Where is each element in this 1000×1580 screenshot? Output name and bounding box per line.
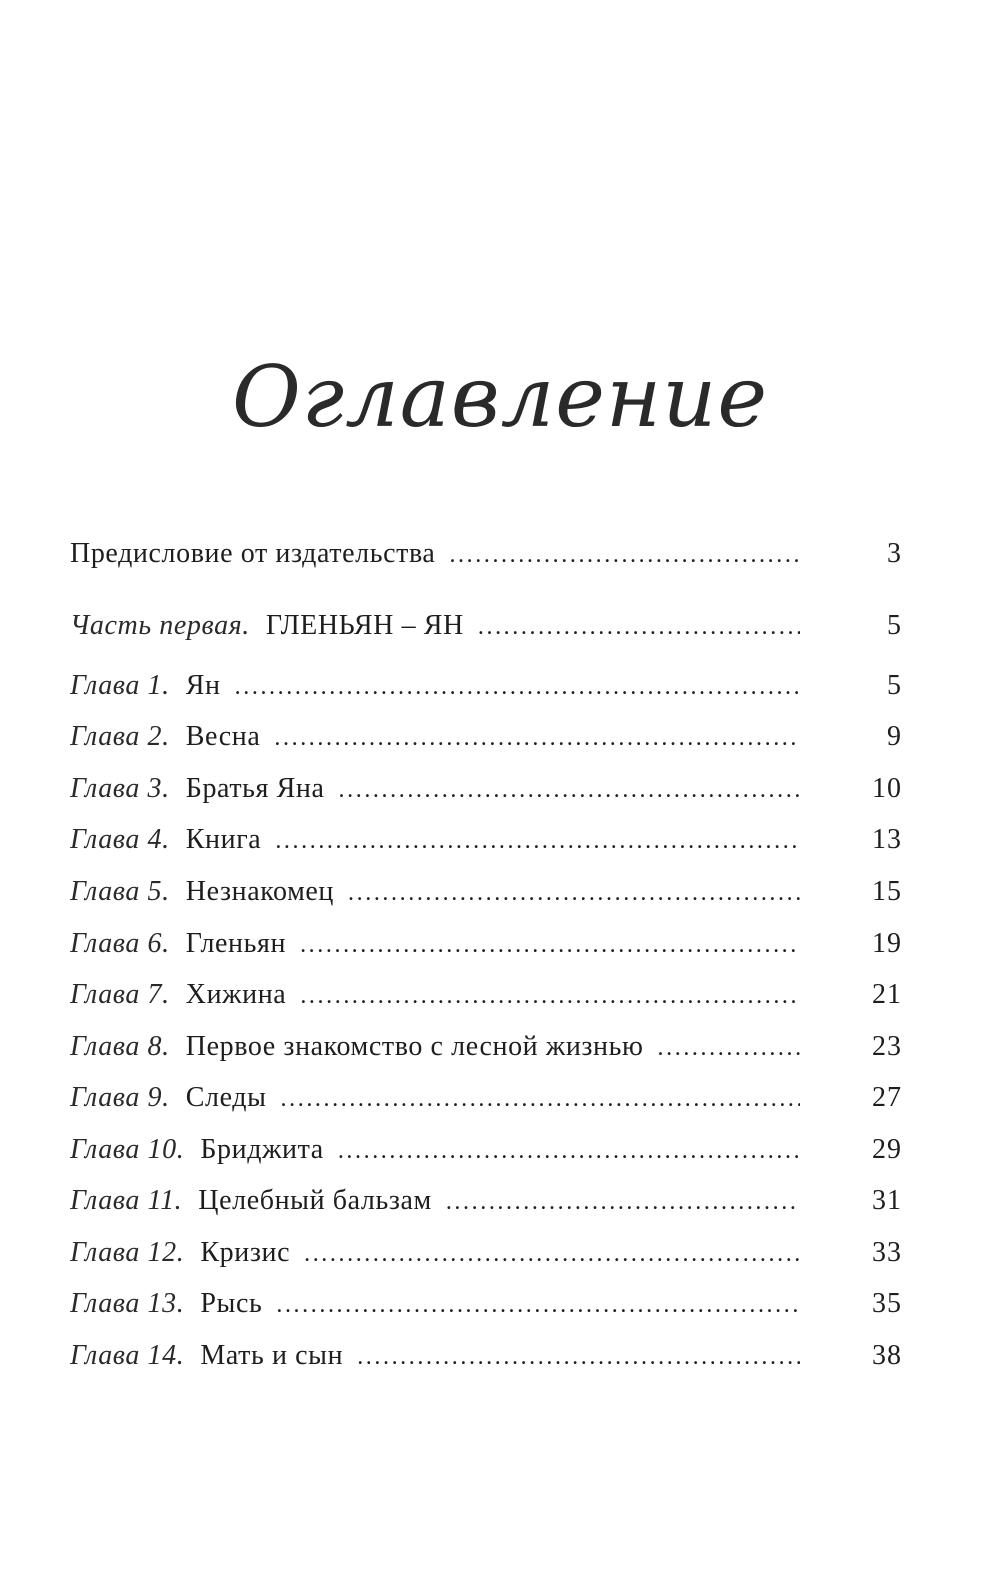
toc-entry-title: Весна [185, 721, 261, 752]
toc-page-number: 29 [872, 1134, 902, 1165]
toc-entry-title: Кризис [200, 1237, 291, 1268]
toc-entry-prefix: Глава 11. [70, 1185, 183, 1216]
toc-entry-chapter-2[interactable] [70, 715, 902, 759]
dot-leader [235, 665, 800, 709]
dot-leader [276, 1283, 800, 1327]
dot-leader [658, 1026, 800, 1070]
toc-page-number: 3 [887, 538, 902, 569]
toc-entry-title: Мать и сын [200, 1340, 344, 1371]
toc-entry-chapter-12[interactable] [70, 1231, 902, 1275]
toc-entry-prefix: Глава 12. [70, 1237, 185, 1268]
toc-entry-prefix: Глава 9. [70, 1082, 170, 1113]
toc-entry-title: Целебный бальзам [198, 1185, 432, 1216]
toc-entry-prefix: Глава 3. [70, 773, 170, 804]
toc-entry-prefix: Глава 4. [70, 824, 170, 855]
dot-leader [339, 768, 800, 812]
toc-entry-prefix: Глава 13. [70, 1288, 185, 1319]
dot-leader [281, 1077, 800, 1121]
toc-entry-title: Рысь [200, 1288, 263, 1319]
dot-leader [449, 533, 800, 577]
dot-leader [300, 923, 800, 967]
toc-page-number: 31 [872, 1185, 902, 1216]
toc-entry-chapter-5[interactable] [70, 870, 902, 914]
toc-entry-chapter-13[interactable] [70, 1282, 902, 1326]
dot-leader [274, 716, 800, 760]
dot-leader [275, 819, 800, 863]
toc-page-number: 21 [872, 979, 902, 1010]
toc-entry-prefix: Глава 6. [70, 928, 170, 959]
toc-entry-prefix: Глава 8. [70, 1031, 170, 1062]
toc-page-number: 38 [872, 1340, 902, 1371]
toc-entry-chapter-6[interactable] [70, 922, 902, 966]
dot-leader [357, 1335, 800, 1379]
toc-entry-title: Книга [185, 824, 262, 855]
toc-entry-prefix: Глава 1. [70, 670, 170, 701]
toc-entry-title: Предисловие от издательства [70, 538, 436, 569]
toc-page-number: 23 [872, 1031, 902, 1062]
toc-entry-title: Первое знакомство с лесной жизнью [185, 1031, 644, 1062]
toc-entry-prefix: Глава 7. [70, 979, 170, 1010]
toc-entry-prefix: Часть первая. [70, 610, 250, 641]
toc-entry-title: Братья Яна [185, 773, 325, 804]
toc-entry-title: ГЛЕНЬЯН – ЯН [265, 610, 464, 641]
toc-entry-title: Незнакомец [185, 876, 335, 907]
dot-leader [338, 1129, 800, 1173]
toc-entry-prefix: Глава 10. [70, 1134, 185, 1165]
toc-entry-title: Ян [185, 670, 221, 701]
toc-page-number: 15 [872, 876, 902, 907]
toc-entry-prefix: Глава 14. [70, 1340, 185, 1371]
toc-entry-title: Бриджита [200, 1134, 324, 1165]
toc-entry-prefix: Глава 2. [70, 721, 170, 752]
page-title: Оглавление [231, 348, 769, 446]
dot-leader [348, 871, 800, 915]
toc-entry-chapter-9[interactable] [70, 1076, 902, 1120]
toc-entry-chapter-3[interactable] [70, 767, 902, 811]
toc-entry-chapter-10[interactable] [70, 1128, 902, 1172]
toc-page-number: 9 [887, 721, 902, 752]
dot-leader [446, 1180, 800, 1224]
toc-page-number: 33 [872, 1237, 902, 1268]
toc-entry-chapter-8[interactable] [70, 1025, 902, 1069]
toc-page-number: 27 [872, 1082, 902, 1113]
dot-leader [304, 1232, 800, 1276]
toc-entry-chapter-1[interactable] [70, 664, 902, 708]
toc-entry-chapter-11[interactable] [70, 1179, 902, 1223]
toc-page-number: 10 [872, 773, 902, 804]
toc-entry-preface[interactable] [70, 532, 902, 576]
toc-entry-chapter-7[interactable] [70, 973, 902, 1017]
toc-page-number: 35 [872, 1288, 902, 1319]
toc-entry-chapter-4[interactable] [70, 818, 902, 862]
toc-entry-title: Гленьян [185, 928, 287, 959]
toc-page-number: 5 [887, 670, 902, 701]
toc-page-number: 13 [872, 824, 902, 855]
toc-entry-chapter-14[interactable] [70, 1334, 902, 1378]
toc-entry-prefix: Глава 5. [70, 876, 170, 907]
dot-leader [478, 605, 800, 649]
toc-entry-title: Хижина [185, 979, 287, 1010]
toc-entry-title: Следы [185, 1082, 267, 1113]
toc-page-number: 19 [872, 928, 902, 959]
toc-entry-part-one[interactable] [70, 604, 902, 648]
dot-leader [300, 974, 800, 1018]
toc-page-number: 5 [887, 610, 902, 641]
